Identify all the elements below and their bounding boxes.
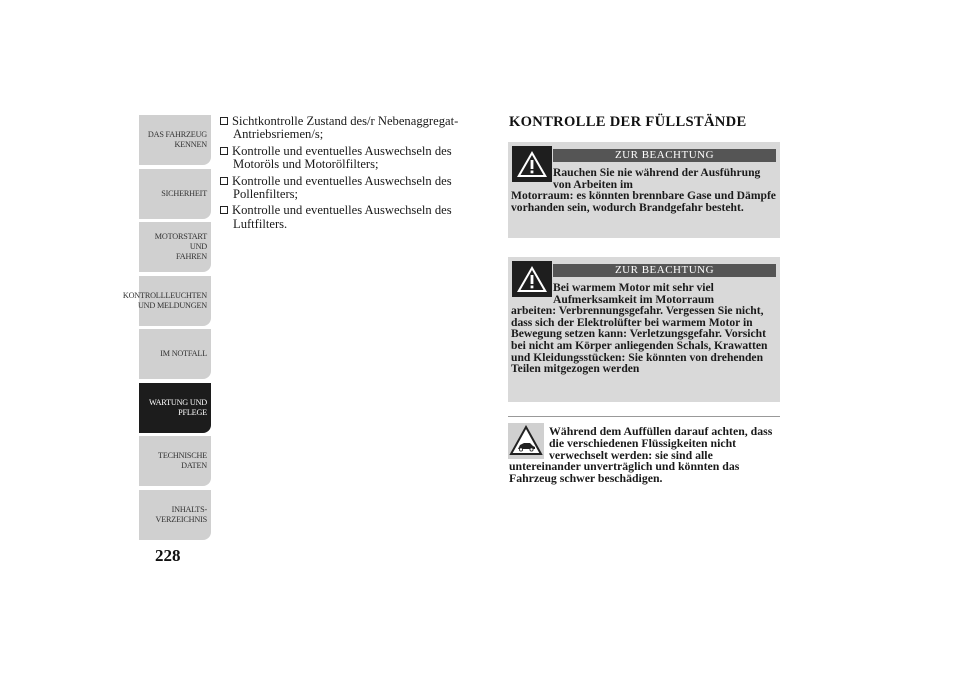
checkbox-icon bbox=[220, 206, 228, 214]
section-divider bbox=[508, 416, 780, 417]
note-text-first: Während dem Auffüllen darauf achten, dass die verschiedenen Flüssigkeiten nicht verwechselt werden: sie sind alle bbox=[549, 424, 773, 462]
warning-box bbox=[508, 257, 780, 402]
tab-label: TECHNISCHE DATEN bbox=[158, 451, 207, 470]
list-item-text: Kontrolle und eventuelles Auswechseln des Pollenfilters; bbox=[232, 173, 452, 202]
note-text bbox=[509, 426, 784, 485]
tab-das-fahrzeug-kennen[interactable] bbox=[139, 115, 211, 165]
tab-technische-daten[interactable] bbox=[139, 436, 211, 486]
tab-sicherheit[interactable] bbox=[139, 169, 211, 219]
note-text-rest: untereinander unverträglich und könnten das Fahrzeug schwer beschädigen. bbox=[509, 459, 740, 486]
list-item-text: Sichtkontrolle Zustand des/r Nebenaggregat-Antriebsriemen/s; bbox=[232, 114, 459, 142]
tab-inhaltsverzeichnis[interactable] bbox=[139, 490, 211, 540]
warning-banner: ZUR BEACHTUNG bbox=[553, 264, 776, 277]
tab-wartung-und-pflege[interactable] bbox=[139, 383, 211, 433]
list-item-text: Kontrolle und eventuelles Auswechseln des Motoröls und Motorölfilters; bbox=[232, 143, 452, 172]
section-heading: KONTROLLE DER FÜLLSTÄNDE bbox=[509, 114, 747, 130]
list-item bbox=[220, 175, 482, 202]
maintenance-checklist bbox=[220, 115, 482, 234]
list-item-text: Kontrolle und eventuelles Auswechseln des Luftfilters. bbox=[232, 203, 452, 231]
warning-text-first: Rauchen Sie nie während der Ausführung von Arbeiten im bbox=[553, 166, 761, 191]
tab-label: MOTORSTART UND FAHREN bbox=[154, 232, 207, 261]
tab-label: INHALTS- VERZEICHNIS bbox=[155, 504, 207, 524]
chapter-tabs bbox=[122, 115, 211, 543]
tab-label: WARTUNG UND PFLEGE bbox=[148, 397, 207, 417]
tab-label: IM NOTFALL bbox=[160, 349, 207, 358]
checkbox-icon bbox=[220, 117, 228, 125]
warning-text-first: Bei warmem Motor mit sehr viel Aufmerksamkeit im Motorraum bbox=[553, 281, 714, 306]
tab-motorstart-und-fahren[interactable] bbox=[139, 222, 211, 272]
warning-text bbox=[511, 167, 776, 213]
checkbox-icon bbox=[220, 177, 228, 185]
page-number: 228 bbox=[155, 546, 181, 565]
list-item bbox=[220, 115, 482, 142]
tab-label: DAS FAHRZEUG KENNEN bbox=[147, 130, 207, 149]
warning-banner: ZUR BEACHTUNG bbox=[553, 149, 776, 162]
warning-text-rest: arbeiten: Verbrennungsgefahr. Vergessen Sie nicht, dass sich der Elektrolüfter bei warmem Motor in Bewegung setzen kann: Verletzungsgefahr. Vorsicht bei nicht am Körper anliegenden Schals, Krawatten und Kleidungsstücken: Sie könnten von drehenden Teilen mitgezogen werden bbox=[511, 304, 768, 376]
list-item bbox=[220, 145, 482, 172]
tab-im-notfall[interactable] bbox=[139, 329, 211, 379]
tab-label: SICHERHEIT bbox=[161, 188, 207, 198]
warning-text-rest: Motorraum: es könnten brennbare Gase und Dämpfe vorhanden sein, wodurch Brandgefahr besteht. bbox=[511, 189, 776, 214]
list-item bbox=[220, 204, 482, 231]
tab-label: KONTROLLLEUCHTEN UND MELDUNGEN bbox=[122, 290, 207, 310]
warning-text bbox=[511, 282, 776, 375]
tab-kontrollleuchten[interactable] bbox=[122, 276, 211, 326]
checkbox-icon bbox=[220, 147, 228, 155]
warning-box bbox=[508, 142, 780, 238]
